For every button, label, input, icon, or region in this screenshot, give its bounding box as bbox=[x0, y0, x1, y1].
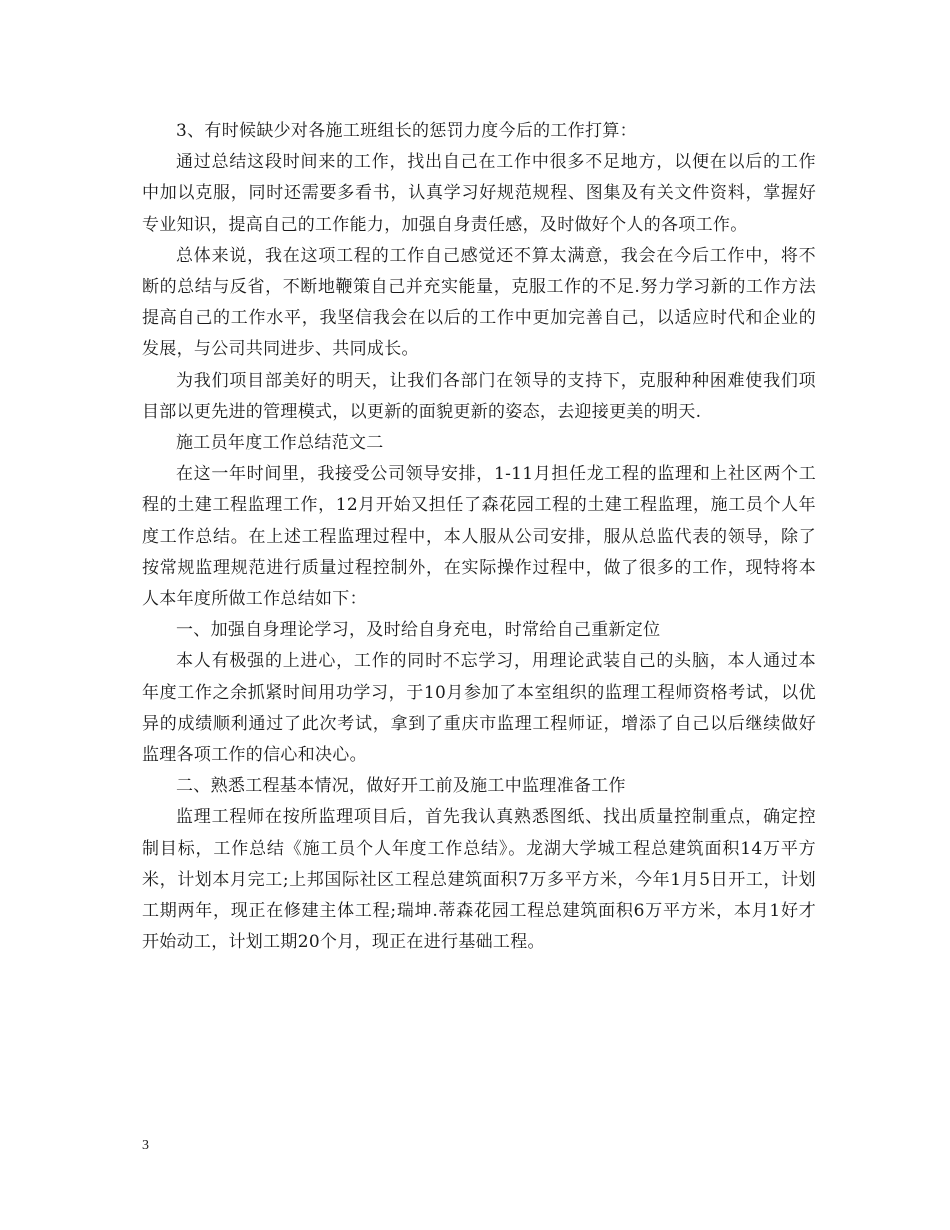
paragraph-1: 3、有时候缺少对各施工班组长的惩罚力度今后的工作打算： bbox=[176, 121, 637, 141]
document-body bbox=[142, 116, 816, 958]
page-number: 3 bbox=[142, 1138, 149, 1153]
paragraph-4: 为我们项目部美好的明天，让我们各部门在领导的支持下，克服种种困难使我们项目部以更先进的管理模式，以更新的面貌更新的姿态，去迎接更美的明天. bbox=[142, 370, 816, 422]
paragraph-10: 监理工程师在按所监理项目后，首先我认真熟悉图纸、找出质量控制重点，确定控制目标，工作总结《施工员个人年度工作总结》。龙湖大学城工程总建筑面积14万平方米，计划本月完工;上邦国际社区工程总建筑面积7万多平方米，今年1月5日开工，计划工期两年，现正在修建主体工程;瑞坤.蒂森花园工程总建筑面积6万平方米，本月1好才开始动工，计划工期20个月，现正在进行基础工程。 bbox=[142, 807, 816, 953]
subheading-1: 一、加强自身理论学习，及时给自身充电，时常给自己重新定位 bbox=[176, 620, 661, 641]
subheading-2: 二、熟悉工程基本情况，做好开工前及施工中监理准备工作 bbox=[176, 776, 626, 797]
paragraph-6: 在这一年时间里，我接受公司领导安排，1-11月担任龙工程的监理和上社区两个工程的土建工程监理工作，12月开始又担任了森花园工程的土建工程监理，施工员个人年度工作总结。在上述工程监理过程中，本人服从公司安排，服从总监代表的领导，除了按常规监理规范进行质量过程控制外，在实际操作过程中，做了很多的工作，现特将本人本年度所做工作总结如下： bbox=[142, 464, 816, 610]
paragraph-3: 总体来说，我在这项工程的工作自己感觉还不算太满意，我会在今后工作中，将不断的总结与反省，不断地鞭策自己并充实能量，克服工作的不足.努力学习新的工作方法提高自己的工作水平，我坚信我会在以后的工作中更加完善自己，以适应时代和企业的发展，与公司共同进步、共同成长。 bbox=[142, 245, 816, 360]
paragraph-2: 通过总结这段时间来的工作，找出自己在工作中很多不足地方，以便在以后的工作中加以克服，同时还需要多看书，认真学习好规范规程、图集及有关文件资料，掌握好专业知识，提高自己的工作能力，加强自身责任感，及时做好个人的各项工作。 bbox=[142, 152, 816, 235]
section-heading-2: 施工员年度工作总结范文二 bbox=[176, 433, 384, 454]
paragraph-8: 本人有极强的上进心，工作的同时不忘学习，用理论武装自己的头脑，本人通过本年度工作之余抓紧时间用功学习，于10月参加了本室组织的监理工程师资格考试，以优异的成绩顺利通过了此次考试，拿到了重庆市监理工程师证，增添了自己以后继续做好监理各项工作的信心和决心。 bbox=[142, 651, 816, 766]
